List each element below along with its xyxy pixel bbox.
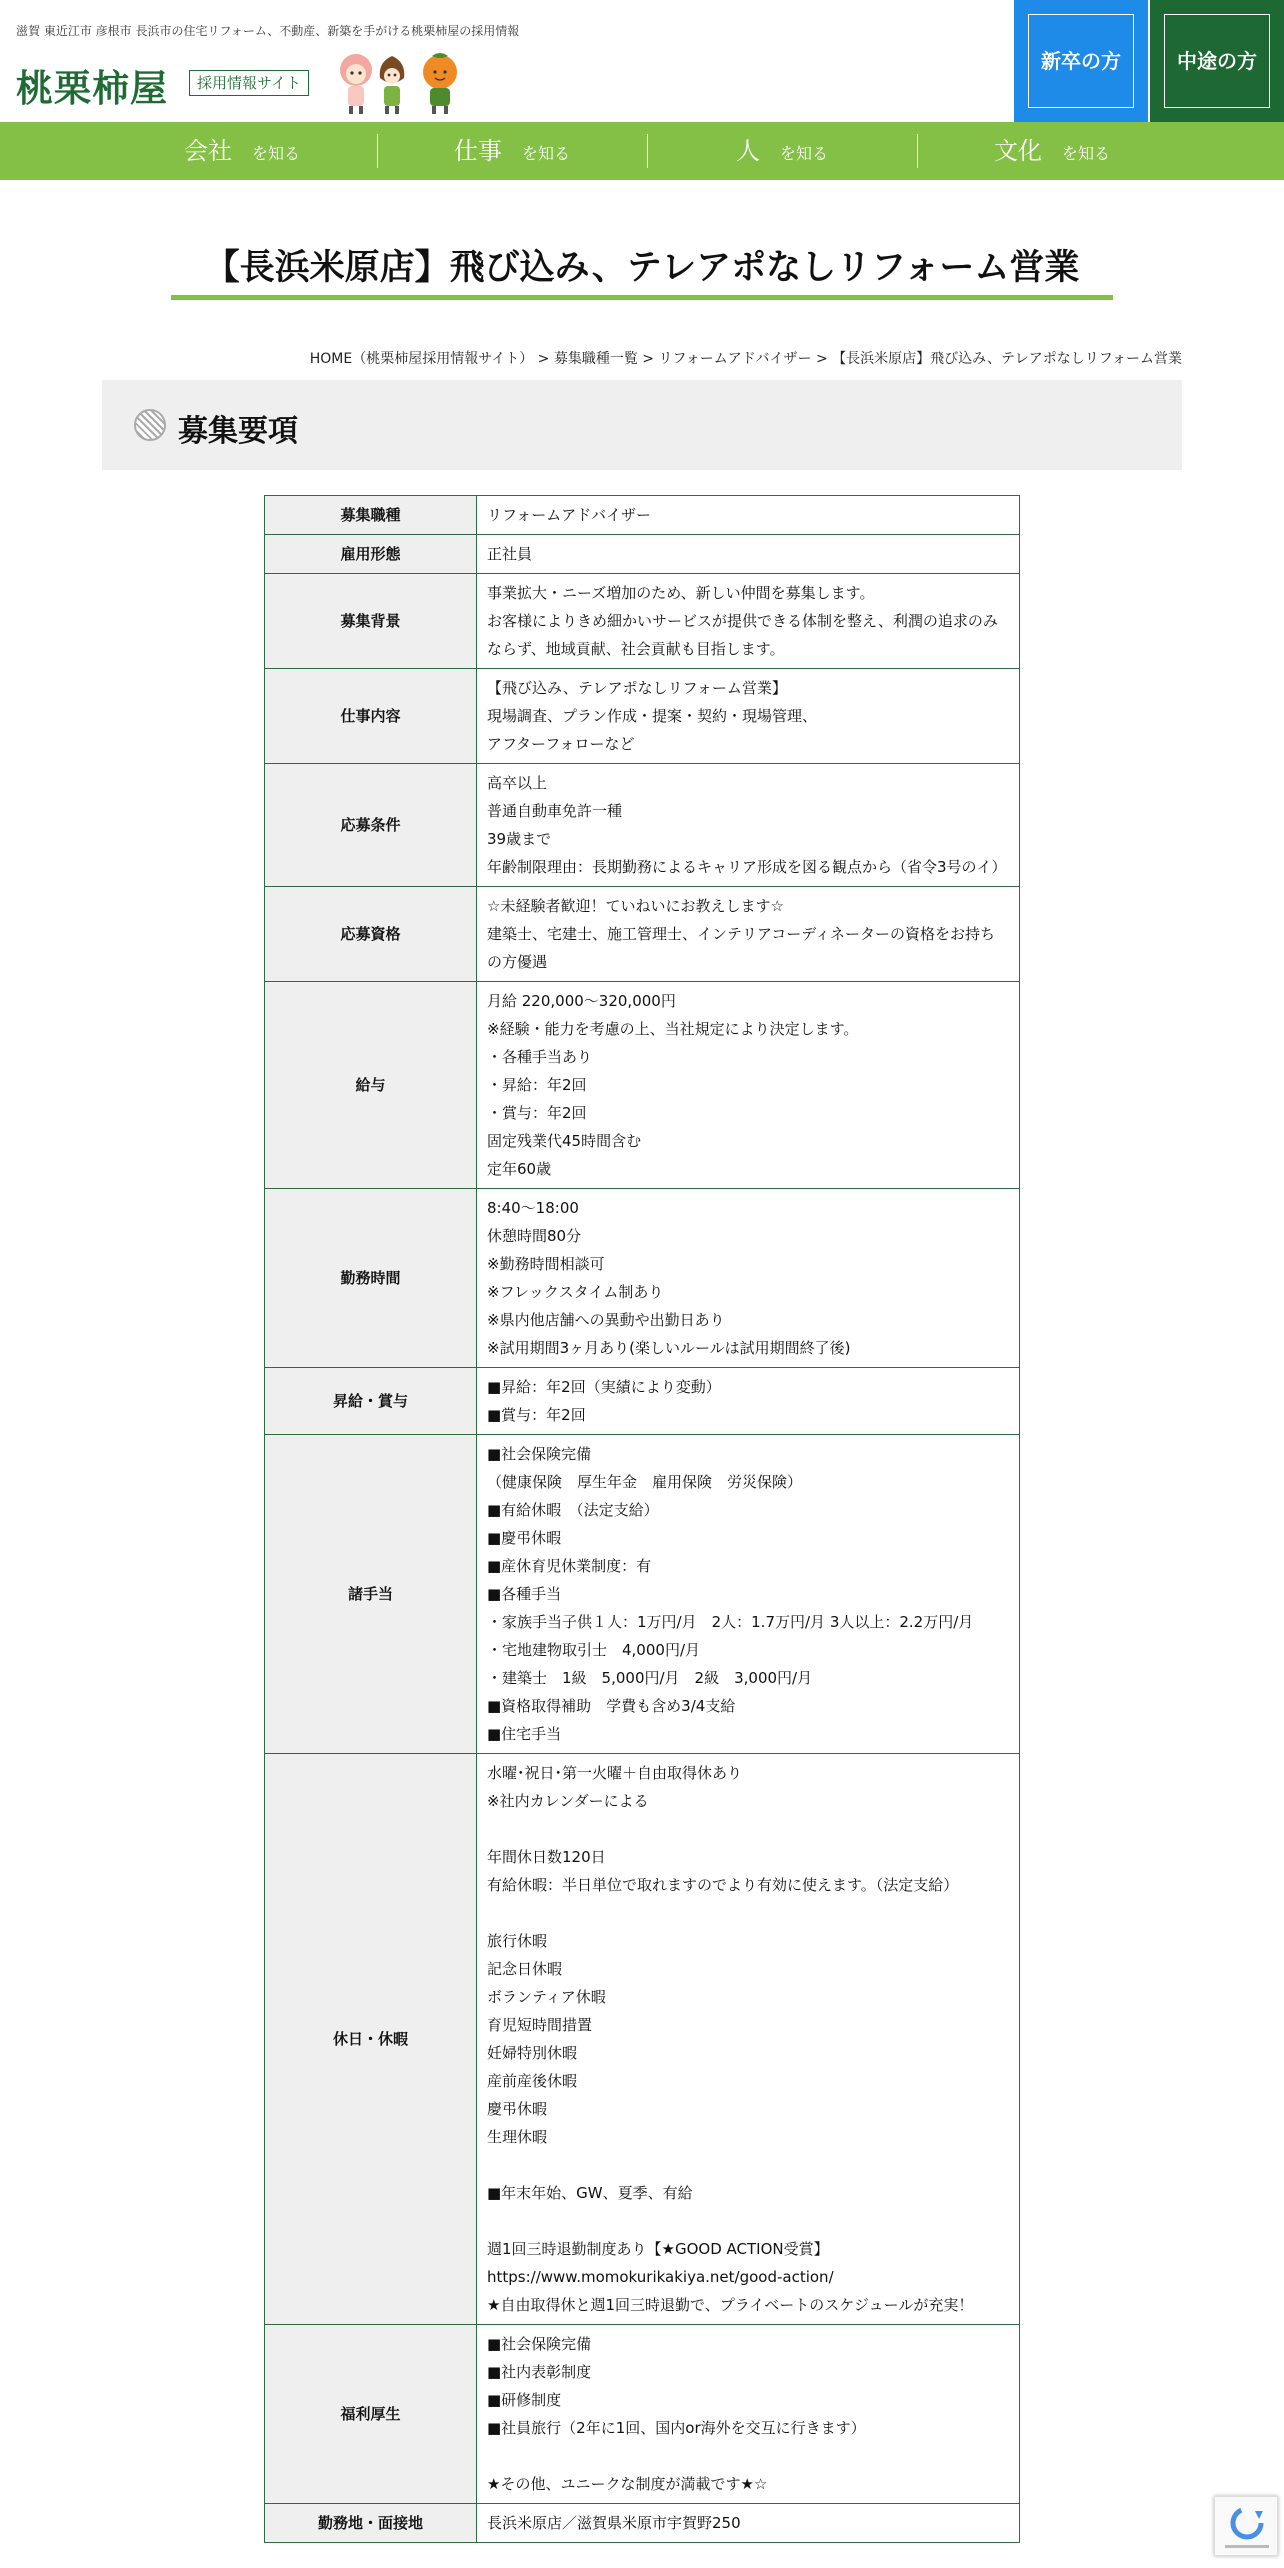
mid-career-label: 中途の方 [1164, 14, 1270, 108]
row-value: 8:40～18:00 休憩時間80分 ※勤務時間相談可 ※フレックスタイム制あり ※県内他店舗への異動や出勤日あり ※試用期間3ヶ月あり(楽しいルールは試用期間終了後) [477, 1189, 1020, 1368]
section-header [102, 380, 1182, 470]
row-label: 休日・休暇 [265, 1754, 477, 2325]
row-label: 給与 [265, 982, 477, 1189]
row-value: ■社会保険完備 ■社内表彰制度 ■研修制度 ■社員旅行（2年に1回、国内or海外を交互に行きます） ★その他、ユニークな制度が満載です★☆ [477, 2325, 1020, 2504]
page-title: 【長浜米原店】飛び込み、テレアポなしリフォーム営業 [204, 248, 1080, 288]
row-value: ☆未経験者歓迎！ていねいにお教えします☆ 建築士、宅建士、施工管理士、インテリアコーディネーターの資格をお持ちの方優遇 [477, 887, 1020, 982]
nav-item-label: 文化 [993, 137, 1042, 165]
nav-item-suffix: を知る [251, 144, 300, 163]
table-row [265, 1754, 1020, 2325]
mascot-characters-image [336, 48, 472, 116]
site-logo[interactable]: 桃栗柿屋 [16, 67, 168, 110]
recruit-site-badge: 採用情報サイト [189, 70, 309, 96]
nav-item-company[interactable] [107, 122, 377, 180]
nav-item-suffix: を知る [1061, 144, 1110, 163]
global-nav [0, 122, 1284, 180]
row-value: 【飛び込み、テレアポなしリフォーム営業】 現場調査、プラン作成・提案・契約・現場管理、 アフターフォローなど [477, 669, 1020, 764]
header-tagline: 滋賀 東近江市 彦根市 長浜市の住宅リフォーム、不動産、新築を手がける桃栗柿屋の採用情報 [16, 24, 520, 38]
row-label: 募集背景 [265, 574, 477, 669]
row-label: 仕事内容 [265, 669, 477, 764]
section-title: 募集要項 [178, 414, 298, 449]
row-value: ■昇給：年2回（実績により変動） ■賞与：年2回 [477, 1368, 1020, 1435]
table-row [265, 2325, 1020, 2504]
requirements-table [264, 495, 1020, 2543]
table-row [265, 887, 1020, 982]
table-row [265, 1189, 1020, 1368]
new-graduate-button[interactable] [1014, 0, 1148, 122]
row-value: 長浜米原店／滋賀県米原市宇賀野250 [477, 2504, 1020, 2543]
table-row [265, 982, 1020, 1189]
recaptcha-badge[interactable] [1214, 2496, 1278, 2556]
table-row [265, 1435, 1020, 1754]
recaptcha-icon [1215, 2497, 1279, 2557]
hatched-circle-icon [134, 409, 166, 441]
nav-item-suffix: を知る [779, 144, 828, 163]
row-label: 応募条件 [265, 764, 477, 887]
row-value: ■社会保険完備 （健康保険 厚生年金 雇用保険 労災保険） ■有給休暇 （法定支給） ■慶弔休暇 ■産休育児休業制度：有 ■各種手当 ・家族手当子供１人：1万円/月 2人：1.7万円/月 3人以上：2.2万円/月 ・宅地建物取引士 4,000円/月 ・建築士 1級 5,000円/月 2級 3,000円/月 ■資格取得補助 学費も含め3/4支給 ■住宅手当 [477, 1435, 1020, 1754]
table-row [265, 535, 1020, 574]
table-row [265, 574, 1020, 669]
row-label: 勤務時間 [265, 1189, 477, 1368]
table-row [265, 2504, 1020, 2543]
row-label: 諸手当 [265, 1435, 477, 1754]
table-row [265, 669, 1020, 764]
title-underline [171, 295, 1113, 300]
table-row [265, 1368, 1020, 1435]
table-row [265, 496, 1020, 535]
row-value: リフォームアドバイザー [477, 496, 1020, 535]
row-label: 昇給・賞与 [265, 1368, 477, 1435]
nav-item-label: 会社 [183, 137, 232, 165]
table-row [265, 764, 1020, 887]
nav-item-label: 人 [735, 137, 760, 165]
nav-item-label: 仕事 [453, 137, 502, 165]
row-label: 雇用形態 [265, 535, 477, 574]
row-value: 事業拡大・ニーズ増加のため、新しい仲間を募集します。 お客様によりきめ細かいサービスが提供できる体制を整え、利潤の追求のみならず、地域貢献、社会貢献も目指します。 [477, 574, 1020, 669]
breadcrumb[interactable]: HOME（桃栗柿屋採用情報サイト） > 募集職種一覧 > リフォームアドバイザー > 【長浜米原店】飛び込み、テレアポなしリフォーム営業 [309, 351, 1182, 367]
nav-item-people[interactable] [647, 122, 917, 180]
row-value: 高卒以上 普通自動車免許一種 39歳まで 年齢制限理由：長期勤務によるキャリア形成を図る観点から（省令3号のイ） [477, 764, 1020, 887]
nav-item-work[interactable] [377, 122, 647, 180]
nav-item-culture[interactable] [917, 122, 1187, 180]
row-value: 月給 220,000～320,000円 ※経験・能力を考慮の上、当社規定により決定します。 ・各種手当あり ・昇給：年2回 ・賞与：年2回 固定残業代45時間含む 定年60歳 [477, 982, 1020, 1189]
row-label: 募集職種 [265, 496, 477, 535]
nav-item-suffix: を知る [521, 144, 570, 163]
row-value: 正社員 [477, 535, 1020, 574]
mid-career-button[interactable] [1150, 0, 1284, 122]
row-label: 福利厚生 [265, 2325, 477, 2504]
row-value: 水曜･祝日･第一火曜＋自由取得休あり ※社内カレンダーによる 年間休日数120日 有給休暇：半日単位で取れますのでより有効に使えます。（法定支給） 旅行休暇 記念日休暇 ボランティア休暇 育児短時間措置 妊婦特別休暇 産前産後休暇 慶弔休暇 生理休暇 ■年末年始、GW、夏季、有給 週1回三時退勤制度あり【★GOOD ACTION受賞】 https://www.momokurikakiya.net/good-action/ ★自由取得休と週1回三時退勤で、プライベートのスケジュールが充実！ [477, 1754, 1020, 2325]
row-label: 応募資格 [265, 887, 477, 982]
new-graduate-label: 新卒の方 [1028, 14, 1134, 108]
row-label: 勤務地・面接地 [265, 2504, 477, 2543]
site-header [0, 0, 1284, 122]
